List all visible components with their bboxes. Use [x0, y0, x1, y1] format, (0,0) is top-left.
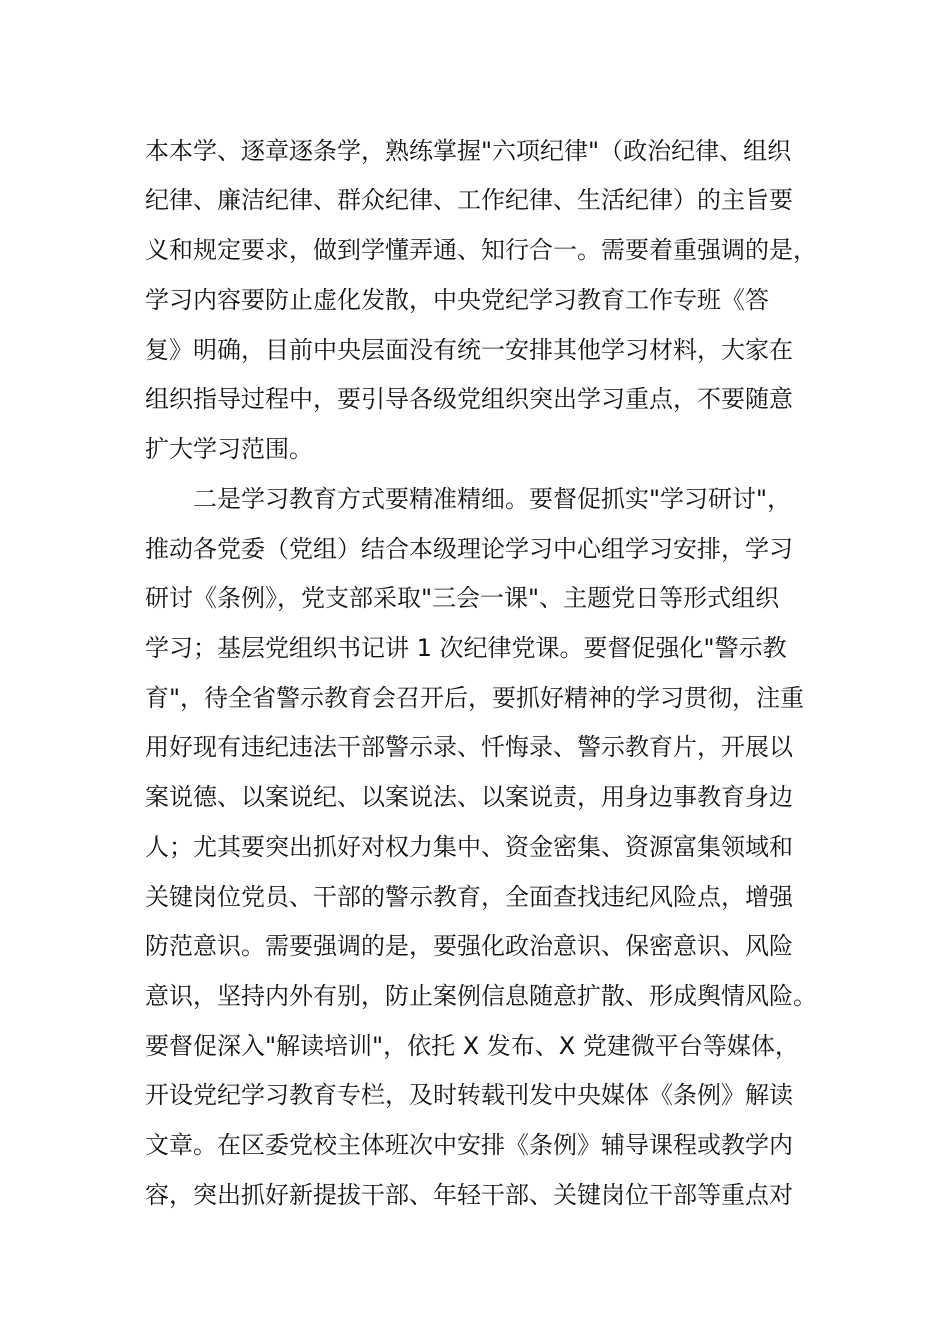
- text-line: 开设党纪学习教育专栏，及时转载刊发中央媒体《条例》解读: [145, 1081, 793, 1109]
- text-line: 文章。在区委党校主体班次中安排《条例》辅导课程或教学内: [145, 1131, 793, 1159]
- text-line: 育"，待全省警示教育会召开后，要抓好精神的学习贯彻，注重: [145, 684, 805, 712]
- text-line: 研讨《条例》，党支部采取"三会一课"、主题党日等形式组织: [145, 584, 780, 612]
- text-line: 本本学、逐章逐条学，熟练掌握"六项纪律"（政治纪律、组织: [145, 137, 792, 165]
- text-line: 案说德、以案说纪、以案说法、以案说责，用身边事教育身边: [145, 783, 793, 811]
- text-line: 意识，坚持内外有别，防止案例信息随意扩散、形成舆情风险。: [145, 982, 817, 1010]
- text-line: 复》明确，目前中央层面没有统一安排其他学习材料，大家在: [145, 336, 793, 364]
- text-line: 义和规定要求，做到学懂弄通、知行合一。需要着重强调的是，: [145, 236, 817, 264]
- paragraph-first-line: 二是学习教育方式要精准精细。要督促抓实"学习研讨"，: [193, 485, 792, 513]
- text-line: 用好现有违纪违法干部警示录、忏悔录、警示教育片，开展以: [145, 733, 793, 761]
- text-line: 防范意识。需要强调的是，要强化政治意识、保密意识、风险: [145, 932, 793, 960]
- text-line: 人；尤其要突出抓好对权力集中、资金密集、资源富集领域和: [145, 833, 793, 861]
- text-line: 容，突出抓好新提拔干部、年轻干部、关键岗位干部等重点对: [145, 1181, 793, 1209]
- text-line: 学习；基层党组织书记讲 1 次纪律党课。要督促强化"警示教: [145, 634, 787, 662]
- text-line: 要督促深入"解读培训"，依托 X 发布、X 党建微平台等媒体，: [145, 1032, 799, 1060]
- text-line: 推动各党委（党组）结合本级理论学习中心组学习安排，学习: [145, 535, 793, 563]
- text-line: 纪律、廉洁纪律、群众纪律、工作纪律、生活纪律）的主旨要: [145, 186, 793, 214]
- text-line: 组织指导过程中，要引导各级党组织突出学习重点，不要随意: [145, 385, 793, 413]
- text-line: 扩大学习范围。: [145, 435, 313, 463]
- text-line: 学习内容要防止虚化发散，中央党纪学习教育工作专班《答: [145, 286, 769, 314]
- text-line: 关键岗位党员、干部的警示教育，全面查找违纪风险点，增强: [145, 883, 793, 911]
